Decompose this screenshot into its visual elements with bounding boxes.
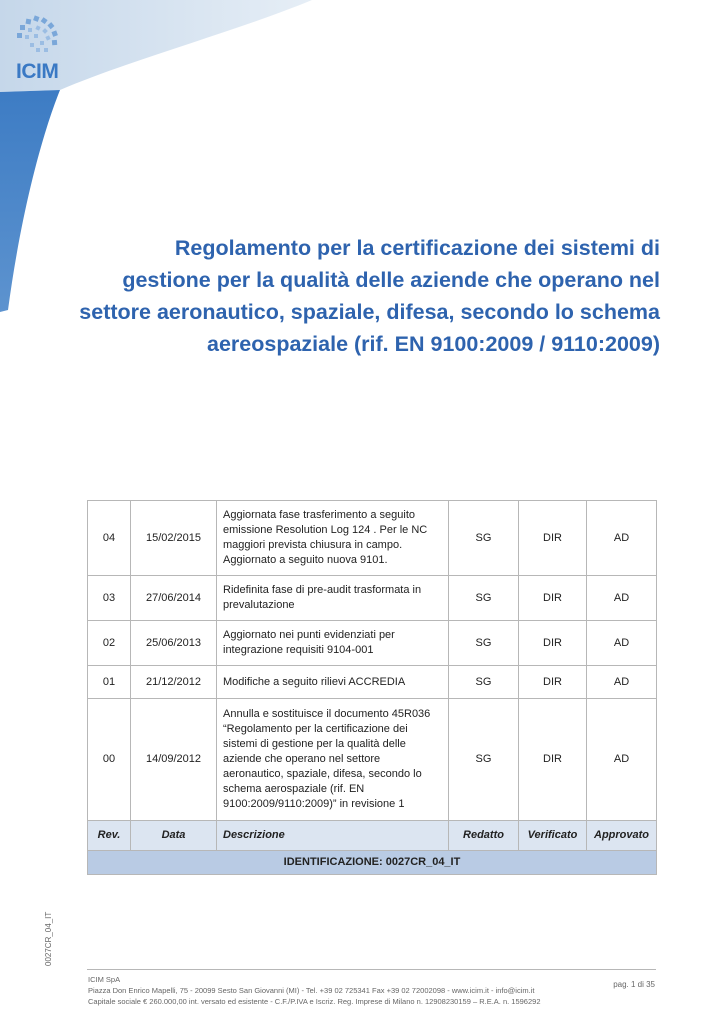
- description-line: “Regolamento per la certificazione dei: [223, 723, 408, 735]
- title-line: gestione per la qualità delle aziende che operano nel: [122, 268, 660, 292]
- description-cell: [217, 666, 449, 699]
- verified-cell: DIR: [519, 666, 587, 699]
- description-line: sistemi di gestione per la qualità delle: [223, 738, 406, 750]
- footer-divider: [87, 969, 656, 970]
- header-verified: Verificato: [519, 821, 587, 851]
- approved-cell: AD: [587, 501, 657, 576]
- approved-cell: AD: [587, 666, 657, 699]
- approved-cell: AD: [587, 621, 657, 666]
- prepared-cell: SG: [449, 621, 519, 666]
- description-line: aeronautico, spaziale, difesa, secondo lo: [223, 768, 422, 780]
- date-cell: 27/06/2014: [131, 576, 217, 621]
- description-line: Aggiornato nei punti evidenziati per: [223, 629, 395, 641]
- verified-cell: DIR: [519, 699, 587, 821]
- header-description: Descrizione: [217, 821, 449, 851]
- description-line: schema aerospaziale (rif. EN: [223, 783, 365, 795]
- description-line: maggiori prevista chiusura in campo.: [223, 539, 403, 551]
- header-date: Data: [131, 821, 217, 851]
- description-line: Aggiornata fase trasferimento a seguito: [223, 509, 416, 521]
- prepared-cell: SG: [449, 666, 519, 699]
- rev-cell: 03: [88, 576, 131, 621]
- table-row: [88, 501, 657, 576]
- description-line: prevalutazione: [223, 599, 295, 611]
- approved-cell: AD: [587, 699, 657, 821]
- header-approved: Approvato: [587, 821, 657, 851]
- description-line: Modifiche a seguito rilievi ACCREDIA: [223, 675, 406, 688]
- rev-cell: 04: [88, 501, 131, 576]
- date-cell: 15/02/2015: [131, 501, 217, 576]
- description-line: Ridefinita fase di pre-audit trasformata in: [223, 584, 422, 596]
- icim-logo-text: ICIM: [16, 60, 59, 83]
- title-line: Regolamento per la certificazione dei sistemi di: [174, 236, 660, 260]
- header-rev: Rev.: [88, 821, 131, 851]
- header-prepared: Redatto: [449, 821, 519, 851]
- description-cell: [217, 621, 449, 666]
- verified-cell: DIR: [519, 576, 587, 621]
- table-row: [88, 666, 657, 699]
- verified-cell: DIR: [519, 621, 587, 666]
- icim-logo-icon: [12, 14, 64, 62]
- title-line: settore aeronautico, spaziale, difesa, secondo lo schema: [79, 300, 660, 324]
- date-cell: 25/06/2013: [131, 621, 217, 666]
- description-line: Aggiornato a seguito nuova 9101.: [223, 554, 388, 566]
- description-line: integrazione requisiti 9104-001: [223, 644, 374, 656]
- footer-address: Piazza Don Enrico Mapelli, 75 - 20099 Sesto San Giovanni (MI) - Tel. +39 02 725341 Fax +39 02 72002098 - www.icim.it - info@icim.it: [88, 986, 535, 995]
- identification-row: [88, 851, 657, 875]
- table-row: [88, 621, 657, 666]
- table-header-row: [88, 821, 657, 851]
- side-document-code: 0027CR_04_IT: [44, 911, 53, 966]
- title-line: aereospaziale (rif. EN 9100:2009 / 9110:2009): [207, 332, 660, 356]
- description-cell: [217, 699, 449, 821]
- footer-company: ICIM SpA: [88, 975, 121, 984]
- page-number: pag. 1 di 35: [613, 980, 655, 989]
- description-line: 9100:2009/9110:2009)” in revisione 1: [223, 798, 405, 810]
- table-row: [88, 576, 657, 621]
- description-line: emissione Resolution Log 124 . Per le NC: [223, 524, 428, 536]
- rev-cell: 02: [88, 621, 131, 666]
- description-line: aziende che operano nel settore: [223, 753, 381, 765]
- approved-cell: AD: [587, 576, 657, 621]
- prepared-cell: SG: [449, 699, 519, 821]
- date-cell: 21/12/2012: [131, 666, 217, 699]
- description-line: Annulla e sostituisce il documento 45R036: [223, 708, 431, 720]
- document-title: [70, 232, 660, 360]
- table-row: [88, 699, 657, 821]
- date-cell: 14/09/2012: [131, 699, 217, 821]
- prepared-cell: SG: [449, 576, 519, 621]
- rev-cell: 01: [88, 666, 131, 699]
- footer-legal: Capitale sociale € 260.000,00 int. versato ed esistente - C.F./P.IVA e Iscriz. Reg. Imprese di Milano n. 12908230159 – R.E.A. n. 1596292: [88, 997, 541, 1006]
- description-cell: [217, 576, 449, 621]
- prepared-cell: SG: [449, 501, 519, 576]
- identification-cell: IDENTIFICAZIONE: 0027CR_04_IT: [88, 851, 657, 875]
- rev-cell: 00: [88, 699, 131, 821]
- verified-cell: DIR: [519, 501, 587, 576]
- description-cell: [217, 501, 449, 576]
- revision-table: [87, 500, 657, 875]
